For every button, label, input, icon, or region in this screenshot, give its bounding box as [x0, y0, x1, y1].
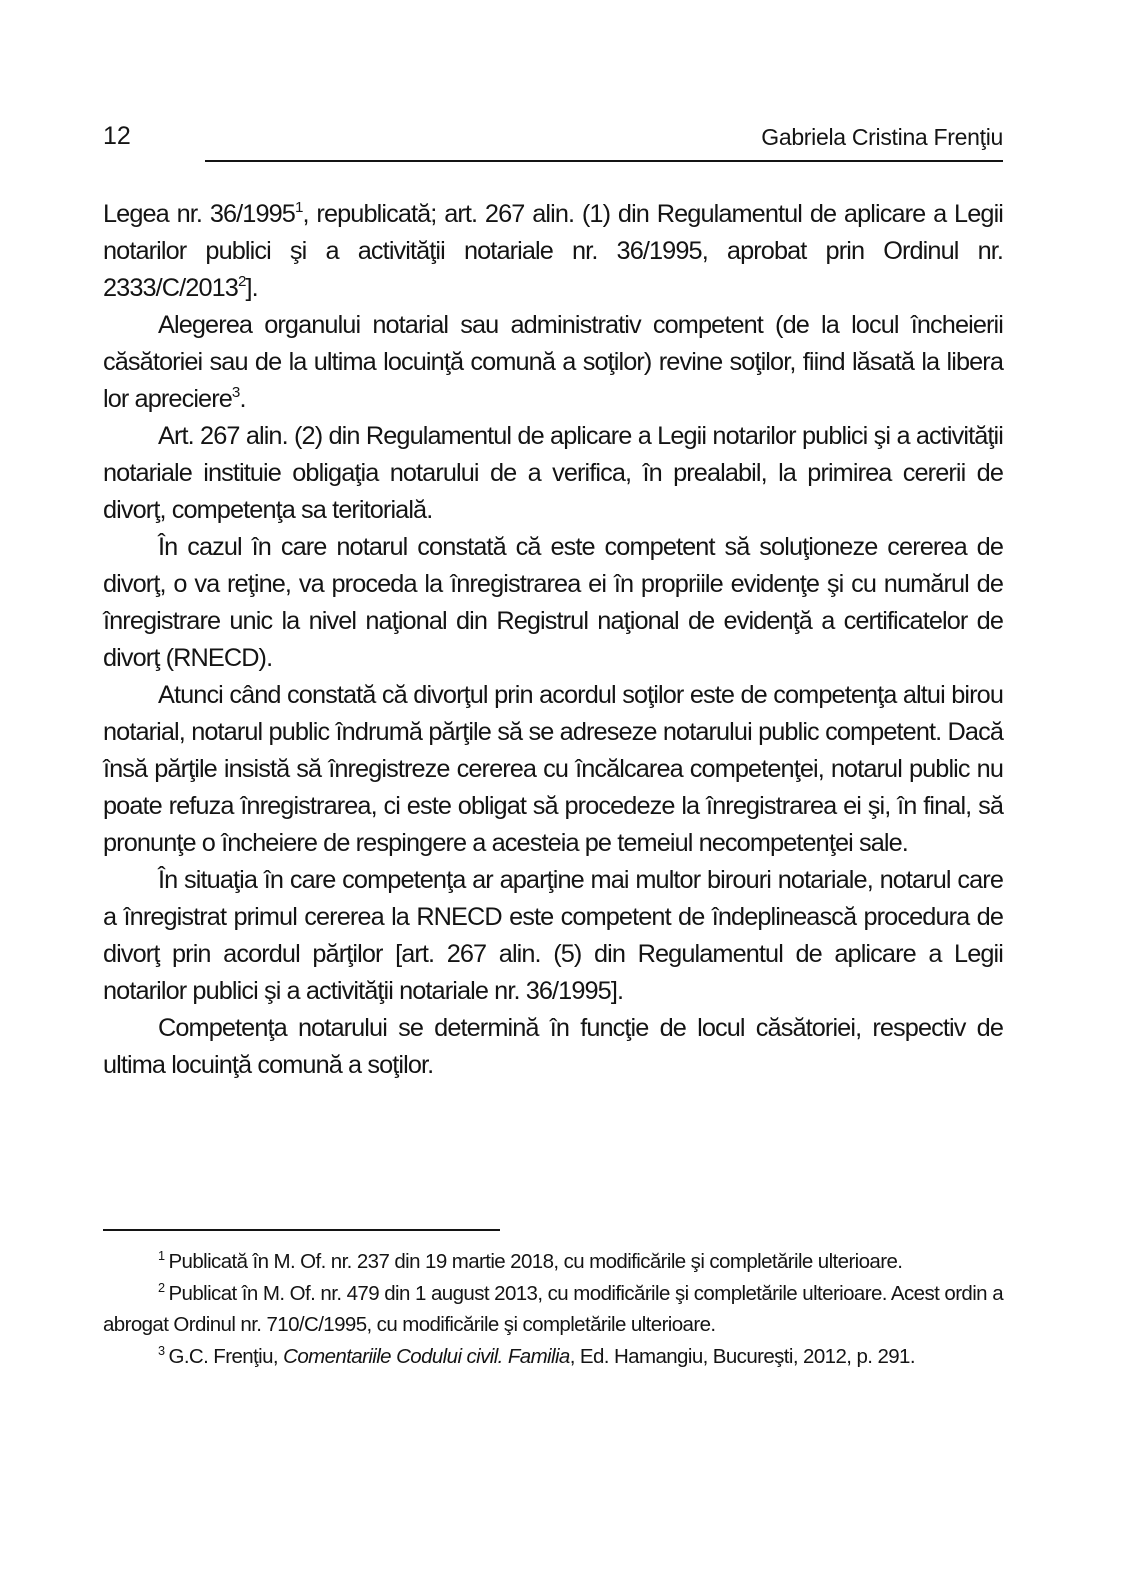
paragraph: Art. 267 alin. (2) din Regulamentul de aplicare a Legii notarilor publici şi a activităţii notariale instituie obligaţia notarului de a verifica, în prealabil, la primirea cererii de divorţ, competenţa sa teritorială. [103, 422, 1003, 524]
footnote-1 [103, 1246, 1003, 1278]
text: . [239, 385, 246, 413]
footnotes [103, 1246, 1003, 1372]
paragraph [103, 307, 1003, 418]
footnote-text: G.C. Frenţiu, [168, 1344, 284, 1368]
paragraph: Atunci când constată că divorţul prin acordul soţilor este de competenţa altui birou notarial, notarul public îndrumă părţile să se adreseze notarului public competent. Dacă însă părţile insistă să înregistreze cererea cu încălcarea competenţei, notarul public nu poate refuza înregistrarea, ci este obligat să procedeze la înregistrarea ei şi, în final, să pronunţe o încheiere de respingere a acesteia pe temeiul necompetenţei sale. [103, 681, 1003, 857]
footnote-separator [103, 1229, 500, 1231]
paragraph-continued [103, 196, 1003, 307]
text: Legea nr. 36/1995 [103, 200, 295, 228]
footnote-text: , Ed. Hamangiu, Bucureşti, 2012, p. 291. [569, 1344, 915, 1368]
body-text [103, 196, 1003, 1084]
header-rule [205, 160, 1003, 162]
text: Alegerea organului notarial sau administrativ competent (de la locul încheierii căsătoriei sau de la ultima locuinţă comună a soţilor) revine soţilor, fiind lăsată la libera lor apreciere [103, 311, 1003, 413]
footnote-mark: 1 [158, 1248, 165, 1264]
footnote-text: Publicată în M. Of. nr. 237 din 19 martie 2018, cu modificările şi completările ulterioare. [168, 1250, 903, 1273]
footnote-text: Publicat în M. Of. nr. 479 din 1 august 2013, cu modificările şi completările ulterioare. Acest ordin a abrogat Ordinul nr. 710/C/1995, cu modificările şi completările ulterioare. [103, 1281, 1003, 1336]
paragraph: În cazul în care notarul constată că este competent să soluţioneze cererea de divorţ, o va reţine, va proceda la înregistrarea ei în propriile evidenţe şi cu numărul de înregistrare unic la nivel naţional din Registrul naţional de evidenţă a certificatelor de divorţ (RNECD). [103, 533, 1003, 672]
footnote-ref-1[interactable]: 1 [294, 199, 303, 217]
footnote-mark: 2 [158, 1279, 165, 1295]
footnote-ref-3[interactable]: 3 [231, 384, 240, 402]
page-number: 12 [103, 122, 131, 150]
running-head-author: Gabriela Cristina Frenţiu [761, 124, 1003, 150]
book-title: Comentariile Codului civil. Familia [283, 1344, 570, 1368]
footnote-3 [103, 1341, 1003, 1373]
footnote-mark: 3 [158, 1342, 165, 1358]
text: , republicată; art. 267 alin. (1) din Regulamentul de aplicare a Legii notarilor publici şi a activităţii notariale nr. 36/1995, aprobat prin Ordinul nr. 2333/C/2013 [103, 200, 1004, 302]
footnote-ref-2[interactable]: 2 [237, 273, 246, 291]
footnote-2 [103, 1278, 1003, 1341]
text: ]. [245, 274, 258, 302]
paragraph: Competenţa notarului se determină în funcţie de locul căsătoriei, respectiv de ultima locuinţă comună a soţilor. [103, 1014, 1003, 1079]
paragraph: În situaţia în care competenţa ar aparţine mai multor birouri notariale, notarul care a înregistrat primul cererea la RNECD este competent de îndeplinească procedura de divorţ prin acordul părţilor [art. 267 alin. (5) din Regulamentul de aplicare a Legii notarilor publici şi a activităţii notariale nr. 36/1995]. [103, 866, 1003, 1005]
